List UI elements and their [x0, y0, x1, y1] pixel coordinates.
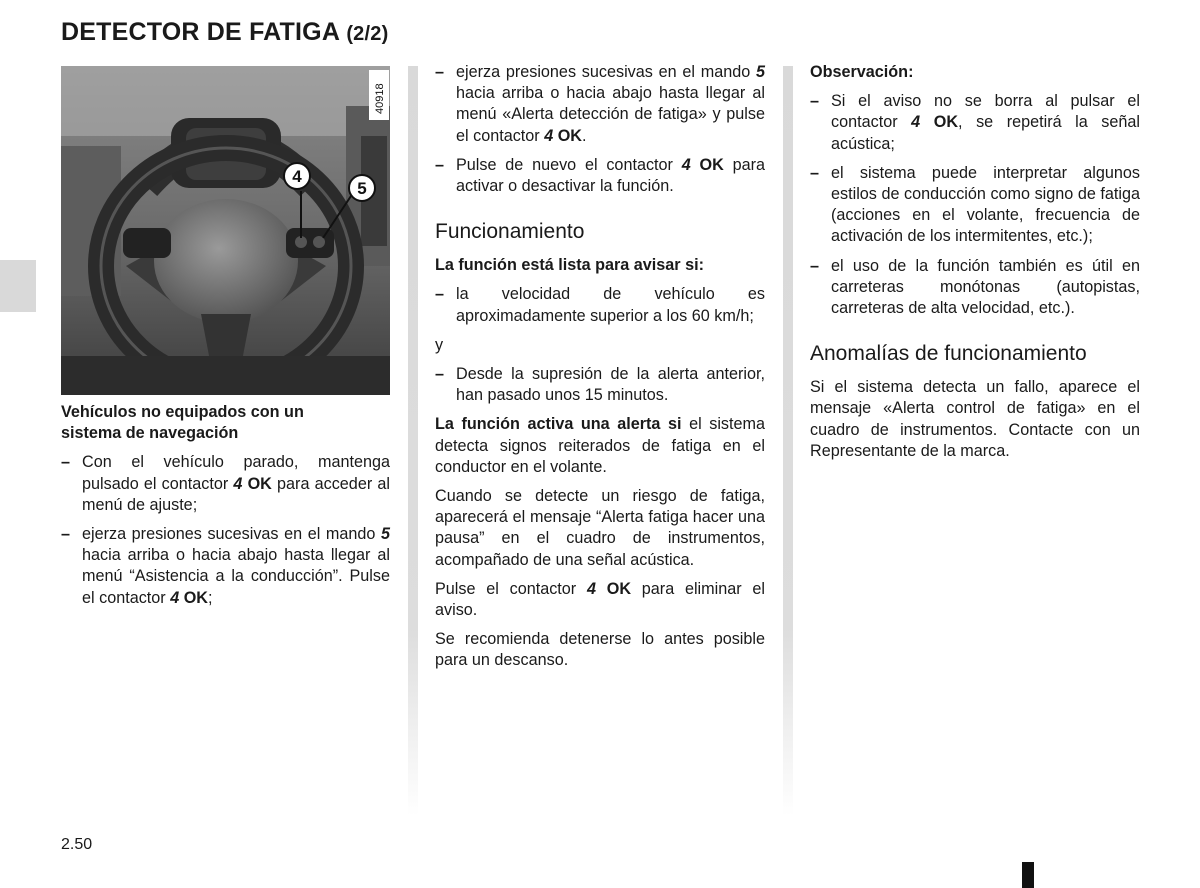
- nav-heading: Vehículos no equipados con un sistema de navegación: [61, 403, 304, 443]
- list-item: – el sistema puede interpretar algunos estilos de conducción como signo de fatiga (acciones en el volante, frecuencia de activación de los intermitentes, etc.);: [810, 163, 1140, 248]
- steps-list: [61, 452, 390, 608]
- list-item: – Si el aviso no se borra al pulsar el contactor 4 OK, se repetirá la señal acústica;: [810, 91, 1140, 155]
- callout-4-label: 4: [292, 167, 302, 186]
- section-title-anomalias: Anomalías de funcionamiento: [810, 342, 1087, 366]
- list-item: – el uso de la función también es útil en carreteras monótonas (autopistas, carreteras de alta velocidad, etc.).: [810, 256, 1140, 320]
- page-title-main: DETECTOR DE FATIGA: [61, 18, 340, 46]
- list-item: – ejerza presiones sucesivas en el mando 5 hacia arriba o hacia abajo hasta llegar al menú “Asistencia a la conducción”. Pulse el contactor 4 OK;: [61, 524, 390, 609]
- anomaly-paragraph: Si el sistema detecta un fallo, aparece el mensaje «Alerta control de fatiga» en el cuadro de instrumentos. Contacte con un Representante de la marca.: [810, 378, 1140, 460]
- page-title: [61, 18, 388, 47]
- continued-steps-list: [435, 62, 765, 197]
- conjunction: y: [435, 335, 444, 354]
- section-title-funcionamiento: Funcionamiento: [435, 220, 585, 244]
- alert-paragraph: La función activa una alerta si el sistema detecta signos reiterados de fatiga en el conductor en el volante.: [435, 415, 765, 476]
- column-right: [810, 62, 1140, 470]
- list-item: – ejerza presiones sucesivas en el mando 5 hacia arriba o hacia abajo hasta llegar al menú «Alerta detección de fatiga» y pulse el contactor 4 OK.: [435, 62, 765, 147]
- list-item: – Con el vehículo parado, mantenga pulsado el contactor 4 OK para acceder al menú de ajuste;: [61, 452, 390, 516]
- chapter-tab: [0, 260, 36, 312]
- figure-code: 40918: [374, 83, 386, 114]
- risk-paragraph: Cuando se detecte un riesgo de fatiga, aparecerá el mensaje “Alerta fatiga hacer una pausa” en el cuadro de instrumentos, acompañado de una señal acústica.: [435, 487, 765, 569]
- press-paragraph: Pulse el contactor 4 OK para eliminar el aviso.: [435, 579, 765, 620]
- callout-5-label: 5: [357, 179, 367, 198]
- list-item: – Desde la supresión de la alerta anterior, han pasado unos 15 minutos.: [435, 364, 765, 406]
- column-divider-left: [408, 66, 418, 816]
- list-item: – la velocidad de vehículo es aproximadamente superior a los 60 km/h;: [435, 284, 765, 326]
- ready-heading: La función está lista para avisar si:: [435, 256, 704, 275]
- rest-paragraph: Se recomienda detenerse lo antes posible para un descanso.: [435, 630, 765, 670]
- observation-heading: Observación:: [810, 63, 914, 81]
- column-divider-right: [783, 66, 793, 816]
- column-middle: [435, 62, 765, 680]
- ready-list-2: [435, 364, 765, 406]
- ready-list: [435, 284, 765, 326]
- list-item: – Pulse de nuevo el contactor 4 OK para activar o desactivar la función.: [435, 155, 765, 197]
- page-number: 2.50: [61, 836, 93, 853]
- page-title-part: (2/2): [346, 23, 389, 45]
- steering-wheel-figure: [61, 66, 390, 395]
- observation-list: [810, 91, 1140, 319]
- corner-marker: [1022, 862, 1034, 888]
- steering-wheel-illustration: [61, 66, 390, 395]
- column-left: [61, 402, 390, 617]
